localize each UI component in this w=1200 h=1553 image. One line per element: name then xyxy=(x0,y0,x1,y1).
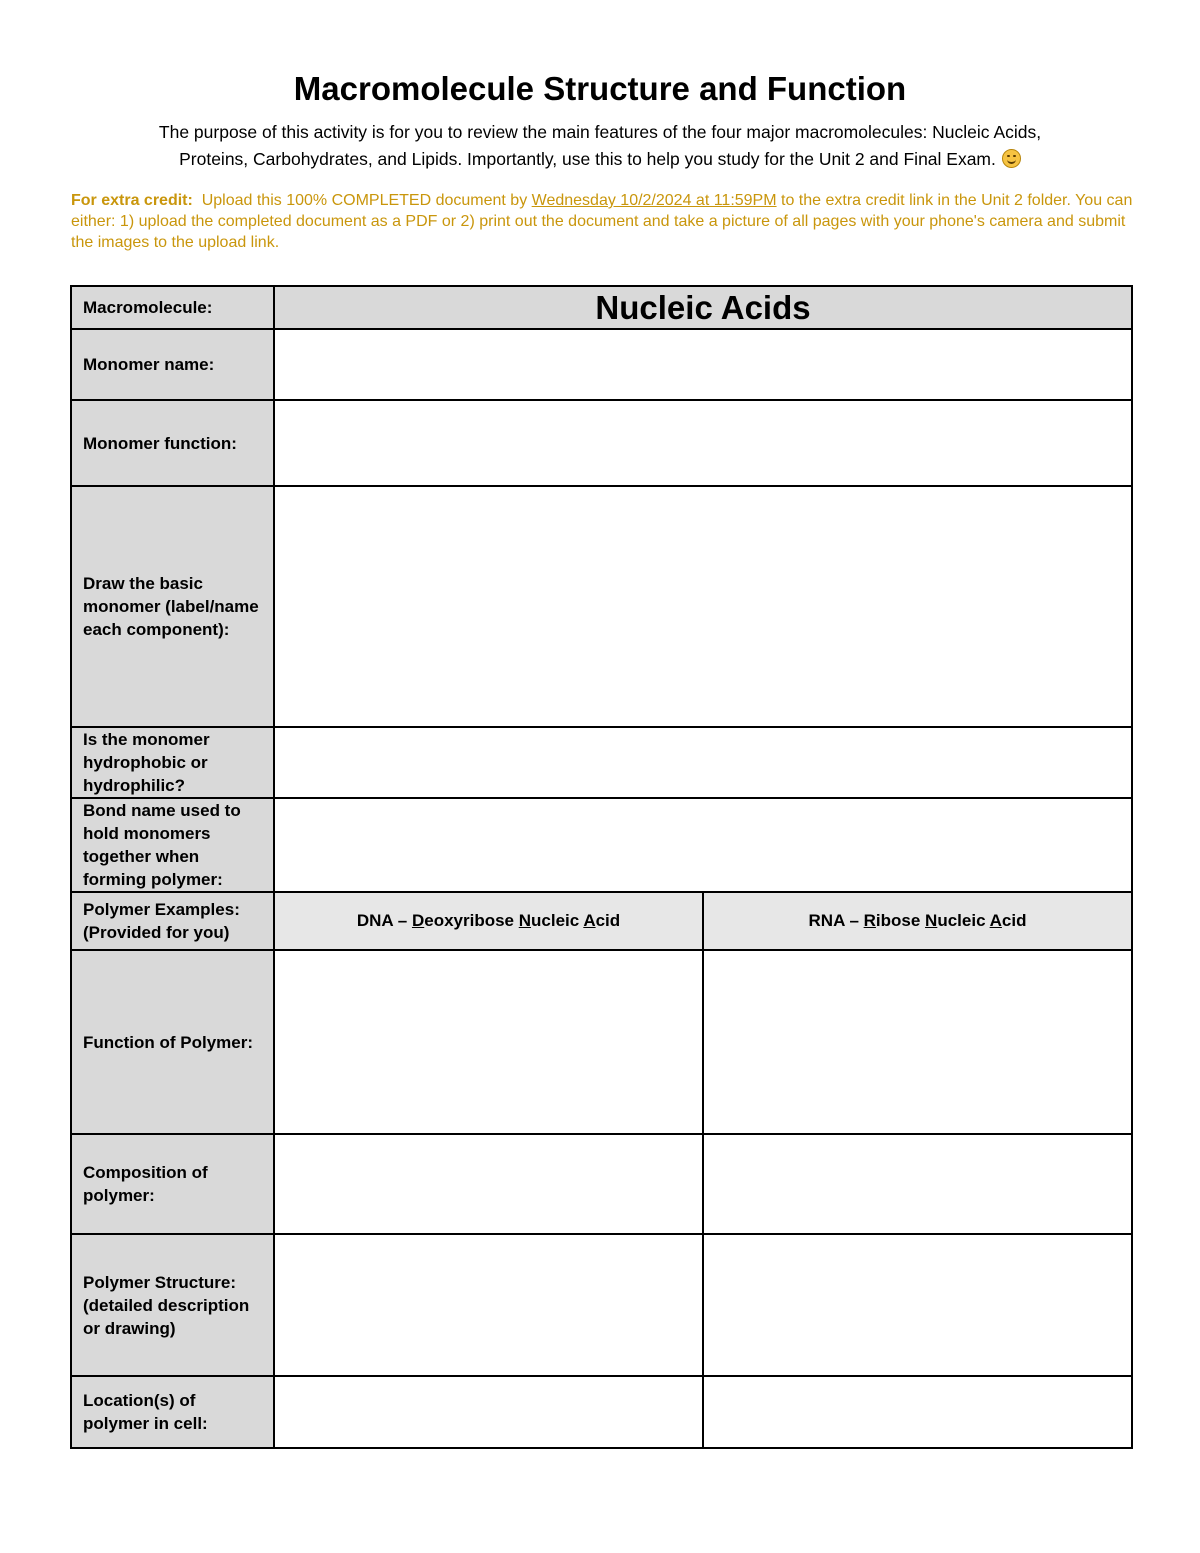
dna-letter-a: A xyxy=(583,911,596,930)
label-monomer-name: Monomer name: xyxy=(71,329,274,400)
label-function-polymer: Function of Polymer: xyxy=(71,950,274,1134)
answer-location-rna[interactable] xyxy=(703,1376,1132,1448)
extra-credit-deadline: Wednesday 10/2/2024 at 11:59PM xyxy=(531,192,777,209)
row-draw-monomer xyxy=(71,486,1132,727)
answer-function-rna[interactable] xyxy=(703,950,1132,1134)
answer-function-dna[interactable] xyxy=(274,950,703,1134)
answer-monomer-function[interactable] xyxy=(274,400,1132,486)
row-structure xyxy=(71,1234,1132,1376)
row-composition xyxy=(71,1134,1132,1234)
answer-composition-dna[interactable] xyxy=(274,1134,703,1234)
answer-location-dna[interactable] xyxy=(274,1376,703,1448)
label-composition: Composition of polymer: xyxy=(71,1134,274,1234)
rna-part-1: ibose xyxy=(875,911,926,930)
rna-part-3: cid xyxy=(1001,911,1027,930)
row-location xyxy=(71,1376,1132,1448)
label-polymer-examples-1: Polymer Examples: xyxy=(83,900,240,919)
label-draw-monomer: Draw the basic monomer (label/name each component): xyxy=(71,486,274,727)
extra-credit-text-before: Upload this 100% COMPLETED document by xyxy=(192,192,532,209)
intro-line-1: The purpose of this activity is for you to review the main features of the four major macromolecules: Nucleic Acids, xyxy=(158,122,1042,142)
answer-hydro[interactable] xyxy=(274,727,1132,798)
rna-part-2: ucleic xyxy=(937,911,990,930)
row-monomer-name xyxy=(71,329,1132,400)
intro-line-2 xyxy=(100,146,1100,173)
rna-letter-n: N xyxy=(925,911,938,930)
intro-line-2-text: Proteins, Carbohydrates, and Lipids. Importantly, use this to help you study for the Unit 2 and Final Exam. xyxy=(179,149,996,169)
rna-letter-a: A xyxy=(989,911,1002,930)
label-monomer-function: Monomer function: xyxy=(71,400,274,486)
row-polymer-examples xyxy=(71,892,1132,950)
label-polymer-examples xyxy=(71,892,274,950)
row-hydro xyxy=(71,727,1132,798)
row-monomer-function xyxy=(71,400,1132,486)
label-location: Location(s) of polymer in cell: xyxy=(71,1376,274,1448)
answer-monomer-name[interactable] xyxy=(274,329,1132,400)
dna-letter-d: D xyxy=(411,911,425,930)
row-bond-name xyxy=(71,798,1132,892)
smiley-face-icon xyxy=(1002,149,1021,168)
dna-header xyxy=(274,892,703,950)
rna-letter-r: R xyxy=(863,911,876,930)
worksheet-table xyxy=(70,285,1133,1449)
extra-credit-text-after: to the extra credit link in the Unit 2 folder. You can either: 1) upload the completed document as a PDF or 2) print out the document and take a picture of all pages with your phone's camera and submit the images to the upload link. xyxy=(71,192,1133,251)
dna-part-3: cid xyxy=(595,911,621,930)
label-polymer-examples-2: (Provided for you) xyxy=(83,923,230,942)
page-title: Macromolecule Structure and Function xyxy=(293,70,907,107)
answer-bond-name[interactable] xyxy=(274,798,1132,892)
answer-composition-rna[interactable] xyxy=(703,1134,1132,1234)
answer-structure-dna[interactable] xyxy=(274,1234,703,1376)
label-bond-name: Bond name used to hold monomers together when forming polymer: xyxy=(71,798,274,892)
rna-prefix: RNA – xyxy=(808,911,864,930)
dna-prefix: DNA – xyxy=(356,911,412,930)
dna-part-1: eoxyribose xyxy=(424,911,519,930)
answer-structure-rna[interactable] xyxy=(703,1234,1132,1376)
macromolecule-name: Nucleic Acids xyxy=(274,286,1132,329)
answer-draw-monomer[interactable] xyxy=(274,486,1132,727)
label-hydro: Is the monomer hydrophobic or hydrophilic? xyxy=(71,727,274,798)
row-function-polymer xyxy=(71,950,1132,1134)
extra-credit-lead: For extra credit: xyxy=(71,192,193,209)
extra-credit-note xyxy=(71,190,1133,253)
dna-letter-n: N xyxy=(518,911,532,930)
label-structure: Polymer Structure: (detailed description or drawing) xyxy=(71,1234,274,1376)
dna-part-2: ucleic xyxy=(531,911,584,930)
row-macromolecule xyxy=(71,286,1132,329)
label-macromolecule: Macromolecule: xyxy=(71,286,274,329)
intro-paragraph xyxy=(100,119,1100,173)
rna-header xyxy=(703,892,1132,950)
